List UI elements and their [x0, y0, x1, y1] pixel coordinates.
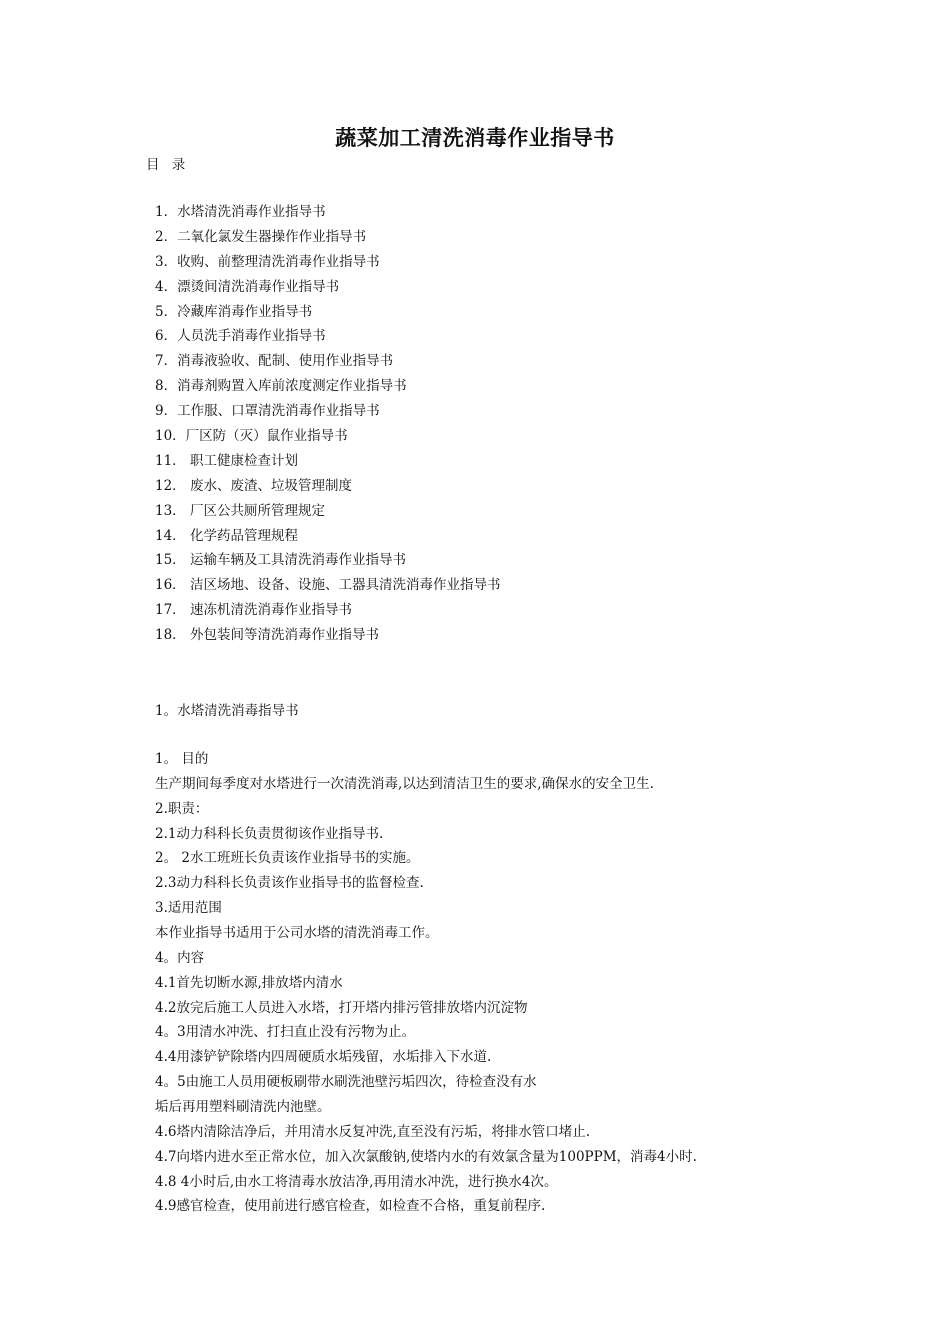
body-line: 2.1动力科科长负责贯彻该作业指导书. — [155, 825, 384, 842]
toc-item: 7．消毒液验收、配制、使用作业指导书 — [155, 353, 394, 370]
toc-item: 18． 外包装间等清洗消毒作业指导书 — [155, 627, 379, 644]
body-line: 垢后再用塑料刷清洗内池壁。 — [155, 1099, 331, 1116]
body-line: 4.1首先切断水源,排放塔内清水 — [155, 974, 343, 991]
body-line: 4.6塔内清除洁净后，并用清水反复冲洗,直至没有污垢，将排水管口堵止. — [155, 1123, 591, 1140]
body-line: 生产期间每季度对水塔进行一次清洗消毒,以达到清洁卫生的要求,确保水的安全卫生. — [155, 775, 654, 792]
toc-item: 9．工作服、口罩清洗消毒作业指导书 — [155, 403, 380, 420]
toc-item: 2．二氧化氯发生器操作作业指导书 — [155, 228, 367, 245]
toc-item: 5．冷藏库消毒作业指导书 — [155, 303, 313, 320]
toc-item: 15． 运输车辆及工具清洗消毒作业指导书 — [155, 552, 406, 569]
body-line: 4。内容 — [155, 949, 205, 966]
body-line: 2。 2水工班班长负责该作业指导书的实施。 — [155, 850, 420, 867]
body-line: 4.9感官检查，使用前进行感官检查，如检查不合格，重复前程序. — [155, 1198, 546, 1215]
body-line: 2.职责： — [155, 800, 209, 817]
toc-item: 13． 厂区公共厕所管理规定 — [155, 502, 325, 519]
body-line: 4.8 4小时后,由水工将清毒水放洁净,再用清水冲洗，进行换水4次。 — [155, 1173, 558, 1190]
toc-item: 8．消毒剂购置入库前浓度测定作业指导书 — [155, 378, 407, 395]
toc-item: 12． 废水、废渣、垃圾管理制度 — [155, 477, 352, 494]
document-title: 蔬菜加工清洗消毒作业指导书 — [335, 125, 615, 150]
body-line: 4.7向塔内进水至正常水位，加入次氯酸钠,使塔内水的有效氯含量为100PPM，消毒4小时. — [155, 1148, 697, 1165]
toc-list — [155, 200, 500, 648]
toc-item: 10．厂区防（灭）鼠作业指导书 — [155, 428, 348, 445]
toc-heading: 目 录 — [146, 157, 190, 173]
toc-item: 16． 洁区场地、设备、设施、工器具清洗消毒作业指导书 — [155, 577, 501, 594]
toc-item: 1．水塔清洗消毒作业指导书 — [155, 204, 326, 220]
toc-item: 6．人员洗手消毒作业指导书 — [155, 328, 326, 345]
body-line: 4。3用清水冲洗、打扫直止没有污物为止。 — [155, 1024, 416, 1041]
body-line: 4.2放完后施工人员进入水塔，打开塔内排污管排放塔内沉淀物 — [155, 999, 528, 1016]
toc-item: 3．收购、前整理清洗消毒作业指导书 — [155, 253, 380, 270]
section-body — [155, 747, 697, 1219]
body-line: 4.4用漆铲铲除塔内四周硬质水垢残留，水垢排入下水道. — [155, 1049, 492, 1066]
toc-item: 11． 职工健康检查计划 — [155, 452, 298, 469]
body-line: 4。5由施工人员用硬板刷带水刷洗池壁污垢四次，待检查没有水 — [155, 1074, 537, 1091]
toc-item: 17． 速冻机清洗消毒作业指导书 — [155, 602, 352, 619]
toc-item: 14． 化学药品管理规程 — [155, 527, 298, 544]
toc-item: 4．漂烫间清洗消毒作业指导书 — [155, 278, 340, 295]
body-line: 1。 目的 — [155, 751, 209, 767]
body-line: 2.3动力科科长负责该作业指导书的监督检查. — [155, 875, 424, 892]
section-title: 1。水塔清洗消毒指导书 — [155, 703, 299, 719]
body-line: 本作业指导书适用于公司水塔的清洗消毒工作。 — [155, 925, 439, 942]
body-line: 3.适用范围 — [155, 900, 222, 917]
